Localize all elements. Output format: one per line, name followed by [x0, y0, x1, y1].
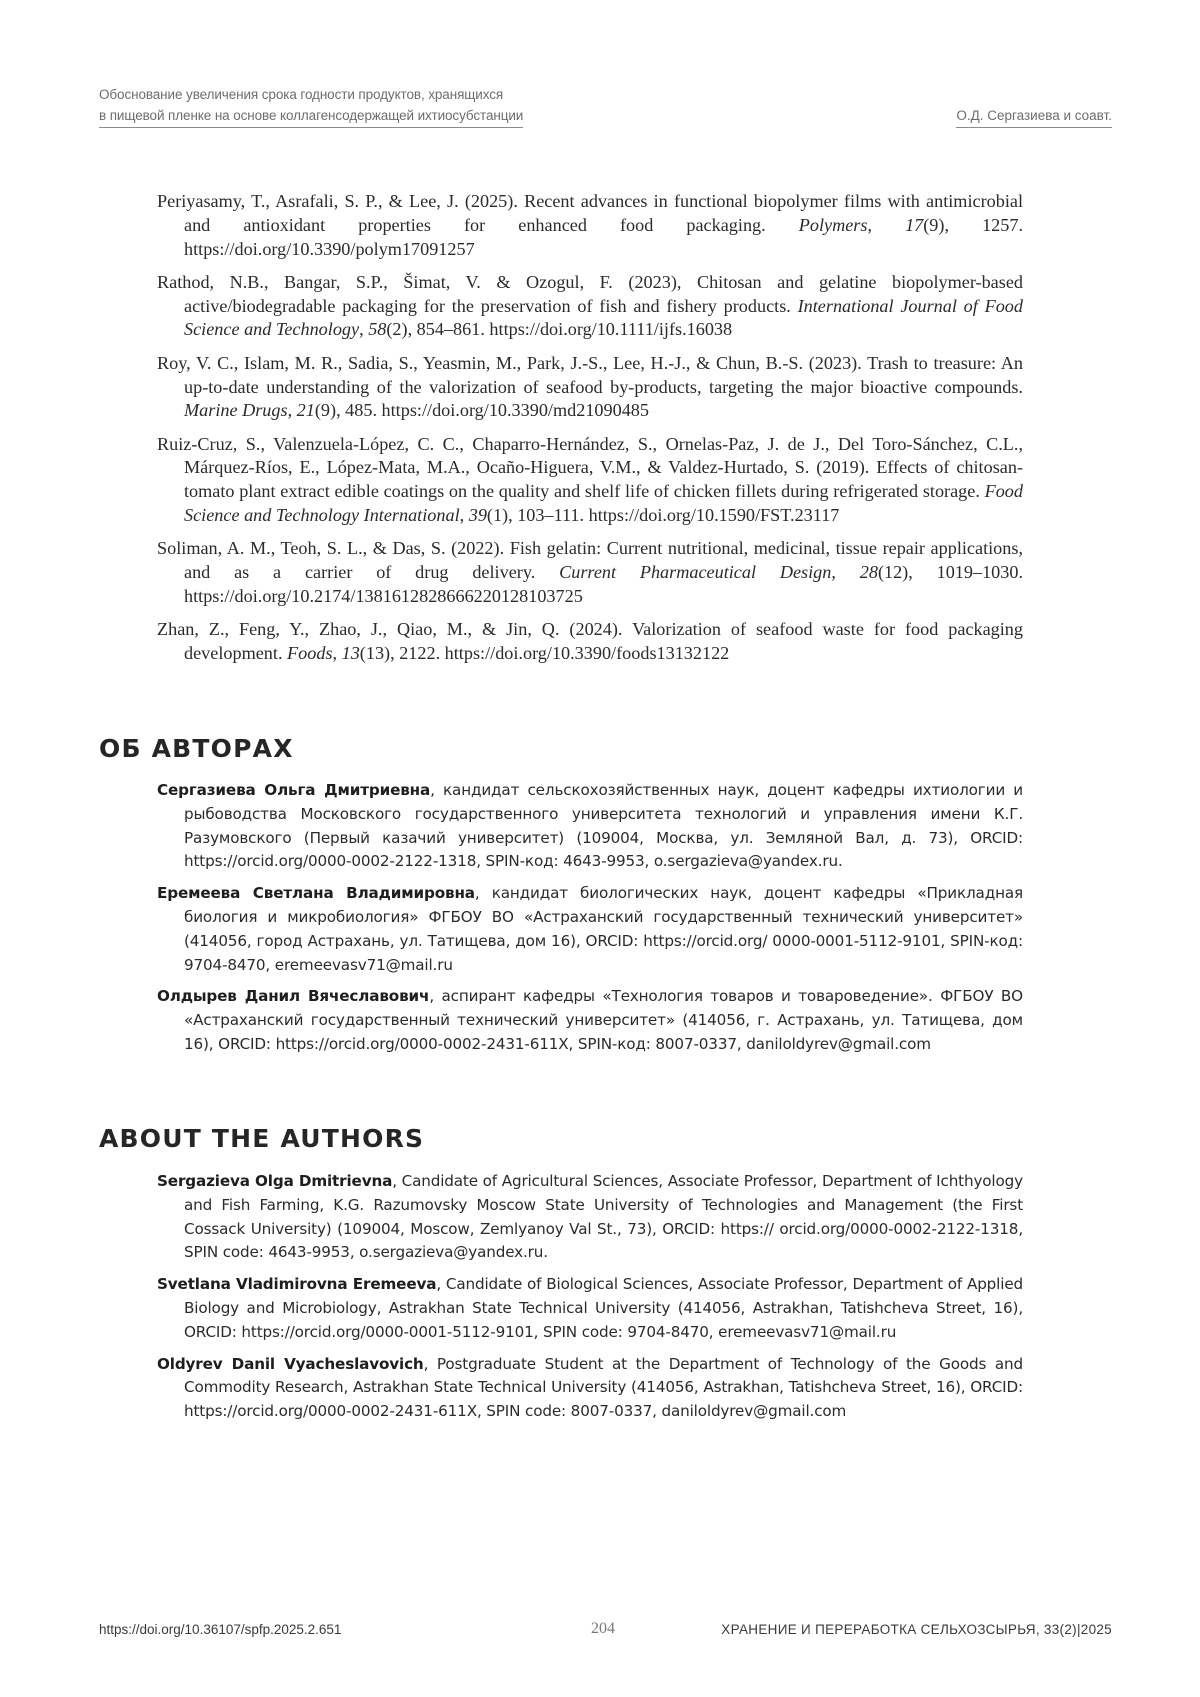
- author-details: , Postgraduate Student at the Department of Technology of the Goods and Commodity Research, Astrakhan State Technical University (414056, Astrakhan, Tatishcheva Street, 16), ORCID: https://orcid.org/0000-0002-2431-611X, SPIN code: 8007-0337, daniloldyrev@gmail.com: [184, 1354, 1023, 1421]
- reference-doi[interactable]: (9), 485. https://doi.org/10.3390/md21090485: [314, 400, 649, 421]
- author-name: Oldyrev Danil Vyacheslavovich: [157, 1354, 424, 1373]
- article-title-header[interactable]: [99, 84, 523, 128]
- author-name: Svetlana Vladimirovna Eremeeva: [157, 1275, 437, 1294]
- author-item: [157, 1353, 1023, 1424]
- author-item: [157, 882, 1023, 977]
- author-list-ru: [157, 779, 1023, 1065]
- reference-item: [157, 271, 1023, 342]
- author-name: Еремеева Светлана Владимировна: [157, 884, 475, 903]
- footer-journal-name: ХРАНЕНИЕ И ПЕРЕРАБОТКА СЕЛЬХОЗСЫРЬЯ, 33(2)|2025: [721, 1622, 1112, 1637]
- reference-text: Roy, V. C., Islam, M. R., Sadia, S., Yeasmin, M., Park, J.-S., Lee, H.-J., & Chun, B.-S. (2023). Trash to treasure: An up-to-date understanding of the valorization of seafood by-products, targeting the major bioactive compounds.: [157, 352, 1023, 397]
- reference-text: Periyasamy, T., Asrafali, S. P., & Lee, J. (2025). Recent advances in functional biopolymer films with antimicrobial and antioxidant properties for enhanced food packaging.: [157, 191, 1023, 235]
- reference-item: [157, 618, 1023, 666]
- section-heading-about-authors-ru: ОБ АВТОРАХ: [99, 734, 294, 763]
- header-authors-short[interactable]: О.Д. Сергазиева и соавт.: [956, 105, 1112, 128]
- reference-separator: ,: [867, 214, 906, 235]
- reference-journal: Foods: [287, 643, 333, 664]
- author-details: , кандидат сельскохозяйственных наук, доцент кафедры ихтиологии и рыбоводства Московского государственного университета технологий и управления имени К.Г. Разумовского (Первый казачий университет) (109004, Москва, ул. Земляной Вал, д. 73), ORCID: https://orcid.org/0000-0002-2122-1318, SPIN-код: 4643-9953, o.sergazieva@yandex.ru.: [184, 781, 1023, 871]
- reference-item: [157, 352, 1023, 423]
- author-details: , аспирант кафедры «Технология товаров и товароведение». ФГБОУ ВО «Астраханский государственный технический университет» (414056, г. Астрахань, ул. Татищева, дом 16), ORCID: https://orcid.org/0000-0002-2431-611X, SPIN-код: 8007-0337, daniloldyrev@gmail.com: [184, 987, 1023, 1053]
- reference-text: Soliman, A. M., Teoh, S. L., & Das, S. (2022). Fish gelatin: Current nutritional, medicinal, tissue repair applications, and as a carrier of drug delivery.: [157, 538, 1023, 583]
- author-details: , Candidate of Agricultural Sciences, Associate Professor, Department of Ichthyology and Fish Farming, K.G. Razumovsky Moscow State University of Technologies and Management (the First Cossack University) (109004, Moscow, Zemlyanoy Val St., 73), ORCID: https:// orcid.org/0000-0002-2122-1318, SPIN code: 4643-9953, o.sergazieva@yandex.ru.: [184, 1172, 1023, 1262]
- reference-doi[interactable]: (2), 854–861. https://doi.org/10.1111/ijfs.16038: [386, 319, 733, 340]
- reference-item: [157, 537, 1023, 608]
- reference-separator: ,: [459, 505, 469, 526]
- reference-volume: 39: [468, 505, 487, 526]
- author-details: , Candidate of Biological Sciences, Associate Professor, Department of Applied Biology and Microbiology, Astrakhan State Technical University (414056, Astrakhan, Tatishcheva Street, 16), ORCID: https://orcid.org/0000-0001-5112-9101, SPIN code: 9704-8470, eremeevasv71@mail.ru: [184, 1275, 1023, 1341]
- footer-doi-link[interactable]: https://doi.org/10.36107/spfp.2025.2.651: [99, 1622, 342, 1637]
- page-footer: [99, 1622, 1112, 1644]
- author-item: [157, 985, 1023, 1056]
- reference-separator: ,: [831, 562, 860, 583]
- header-title-line-1: Обоснование увеличения срока годности продуктов, хранящихся: [99, 87, 504, 102]
- reference-item: [157, 433, 1023, 528]
- reference-text: Zhan, Z., Feng, Y., Zhao, J., Qiao, M., & Jin, Q. (2024). Valorization of seafood waste for food packaging development.: [157, 619, 1023, 664]
- author-name: Олдырев Данил Вячеславович: [157, 987, 430, 1006]
- author-item: [157, 1170, 1023, 1265]
- running-header: [99, 84, 1112, 128]
- reference-volume: 17: [905, 214, 924, 235]
- reference-separator: ,: [287, 400, 297, 421]
- author-name: Sergazieva Olga Dmitrievna: [157, 1172, 393, 1190]
- reference-volume: 28: [859, 562, 878, 583]
- reference-doi[interactable]: (1), 103–111. https://doi.org/10.1590/FST.23117: [486, 505, 840, 526]
- reference-separator: ,: [359, 319, 369, 340]
- reference-journal: Marine Drugs: [184, 400, 288, 421]
- author-name: Сергазиева Ольга Дмитриевна: [157, 781, 431, 799]
- reference-volume: 58: [368, 319, 387, 340]
- reference-journal: Food Science and Technology International: [184, 481, 1023, 526]
- header-title-line-2: в пищевой пленке на основе коллагенсодержащей ихтиосубстанции: [99, 105, 523, 128]
- reference-doi[interactable]: (13), 2122. https://doi.org/10.3390/foods13132122: [359, 643, 730, 664]
- reference-journal: Polymers: [798, 214, 868, 235]
- reference-text: Rathod, N.B., Bangar, S.P., Šimat, V. & Ozogul, F. (2023), Chitosan and gelatine biopolymer-based active/biodegradable packaging for the preservation of fish and fishery products.: [157, 271, 1023, 316]
- reference-doi[interactable]: (12), 1019–1030. https://doi.org/10.2174/1381612828666220128103725: [184, 562, 1023, 606]
- reference-list: [157, 190, 1023, 675]
- reference-journal: International Journal of Food Science and Technology: [184, 295, 1023, 340]
- author-details: , кандидат биологических наук, доцент кафедры «Прикладная биология и микробиология» ФГБОУ ВО «Астраханский государственный технический университет» (414056, город Астрахань, ул. Татищева, дом 16), ORCID: https://orcid.org/ 0000-0001-5112-9101, SPIN-код: 9704-8470, eremeevasv71@mail.ru: [184, 884, 1023, 974]
- author-item: [157, 1273, 1023, 1344]
- section-heading-about-authors-en: ABOUT THE AUTHORS: [99, 1124, 425, 1153]
- reference-separator: ,: [332, 643, 342, 664]
- reference-doi[interactable]: (9), 1257. https://doi.org/10.3390/polym17091257: [184, 214, 1023, 259]
- author-list-en: [157, 1170, 1023, 1432]
- reference-volume: 21: [296, 400, 315, 421]
- page-number: 204: [591, 1620, 615, 1637]
- author-item: [157, 779, 1023, 874]
- reference-item: [157, 190, 1023, 261]
- reference-volume: 13: [341, 643, 360, 664]
- reference-journal: Current Pharmaceutical Design: [559, 562, 832, 583]
- reference-text: Ruiz-Cruz, S., Valenzuela-López, C. C., Chaparro-Hernández, S., Ornelas-Paz, J. de J., Del Toro-Sánchez, C.L., Márquez-Ríos, E., López-Mata, M.A., Ocaño-Higuera, V.M., & Valdez-Hurtado, S. (2019). Effects of chitosan-tomato plant extract edible coatings on the quality and shelf life of chicken fillets during refrigerated storage.: [157, 433, 1023, 502]
